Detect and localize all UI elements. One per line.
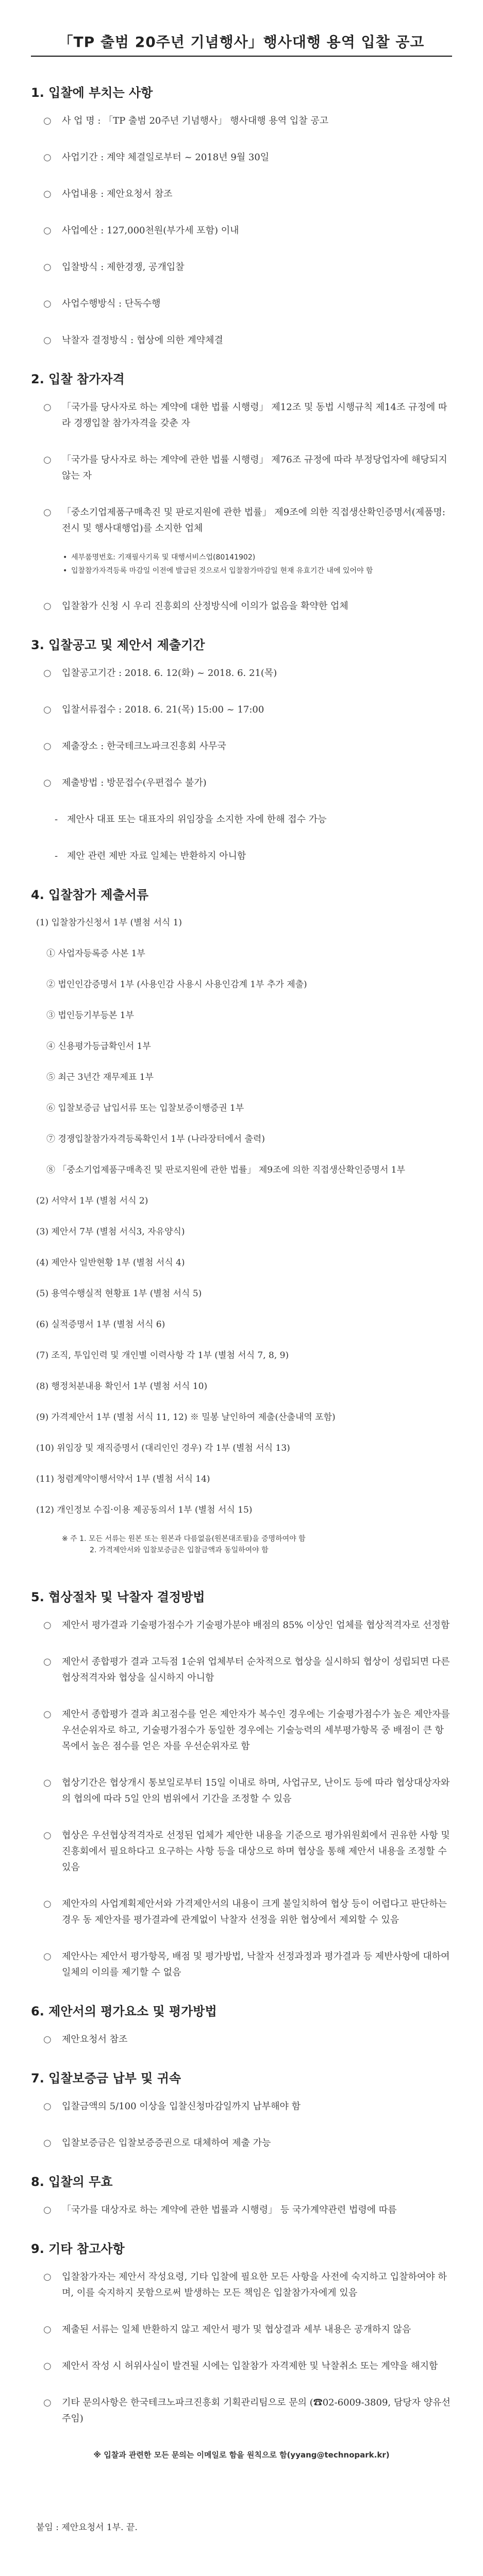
bullet-list xyxy=(31,551,452,578)
attachment-line: 붙임 : 제안요청서 1부. 끝. xyxy=(36,2522,138,2533)
list-item: ○ 「국가를 당사자로 하는 계약에 대한 법률 시행령」 제12조 및 동법 시행규칙 제14조 규정에 따라 경쟁입찰 참가자격을 갖춘 자 xyxy=(31,399,452,431)
section-8 xyxy=(31,2172,452,2218)
doc-item: ① 사업자등록증 사본 1부 xyxy=(46,948,145,959)
list-item: ○ 사업예산 : 127,000천원(부가세 포함) 이내 xyxy=(31,223,452,239)
page-title: 「TP 출범 20주년 기념행사」행사대행 용역 입찰 공고 xyxy=(31,31,452,57)
list-item: ○ 제안자의 사업계획제안서와 가격제안서의 내용이 크게 불일치하여 협상 등이 어렵다고 판단하는 경우 동 제안자를 평가결과에 관계없이 낙찰자 선정을 위한 협상에서 제외할 수 있음 xyxy=(31,1896,452,1928)
list-item: ○ 제출방법 : 방문접수(우편접수 불가) xyxy=(31,775,452,791)
dash-item: - 제안 관련 제반 자료 일체는 반환하지 아니함 xyxy=(31,848,452,864)
doc-item: (5) 용역수행실적 현황표 1부 (별첨 서식 5) xyxy=(36,1289,202,1299)
section-heading: 5. 협상절차 및 낙찰자 결정방법 xyxy=(31,1590,205,1604)
item-list xyxy=(31,399,452,536)
doc-item: ④ 신용평가등급확인서 1부 xyxy=(46,1041,151,1052)
list-item: ○ 입찰방식 : 제한경쟁, 공개입찰 xyxy=(31,259,452,275)
footnote-list xyxy=(31,1533,452,1556)
doc-item: (11) 청렴계약이행서약서 1부 (별첨 서식 14) xyxy=(36,1474,210,1484)
document-list xyxy=(31,915,452,1518)
section-2 xyxy=(31,369,452,614)
footnote: ※ 주 1. 모든 서류는 원본 또는 원본과 다름없음(원본대조필)을 증명하여야 함 xyxy=(62,1535,306,1543)
doc-item: (12) 개인정보 수집·이용 제공동의서 1부 (별첨 서식 15) xyxy=(36,1505,253,1515)
doc-item: ⑦ 경쟁입찰참가자격등록확인서 1부 (나라장터에서 출력) xyxy=(46,1134,265,1144)
item-list xyxy=(31,1617,452,1980)
item-list xyxy=(31,598,452,614)
list-item: ○ 기타 문의사항은 한국테크노파크진흥회 기획관리팀으로 문의 (☎02-6009-3809, 담당자 양유선 주임) xyxy=(31,2395,452,2427)
dash-item: - 제안사 대표 또는 대표자의 위임장을 소지한 자에 한해 접수 가능 xyxy=(31,811,452,827)
section-5 xyxy=(31,1587,452,1980)
doc-item: (10) 위임장 및 재직증명서 (대리인인 경우) 각 1부 (별첨 서식 13) xyxy=(36,1443,290,1453)
list-item: ○ 사업내용 : 제안요청서 참조 xyxy=(31,186,452,202)
list-item: ○ 입찰참가 신청 시 우리 진흥회의 산정방식에 이의가 없음을 확약한 업체 xyxy=(31,598,452,614)
section-heading: 8. 입찰의 무효 xyxy=(31,2175,113,2189)
section-heading: 2. 입찰 참가자격 xyxy=(31,372,125,386)
doc-item: ② 법인인감증명서 1부 (사용인감 사용시 사용인감계 1부 추가 제출) xyxy=(46,979,307,990)
section-6 xyxy=(31,2001,452,2047)
item-list xyxy=(31,113,452,348)
doc-item: ⑤ 최근 3년간 재무제표 1부 xyxy=(46,1072,154,1082)
list-item: ○ 입찰금액의 5/100 이상을 입찰신청마감일까지 납부해야 함 xyxy=(31,2098,452,2114)
list-item: ○ 입찰공고기간 : 2018. 6. 12(화) ~ 2018. 6. 21(목) xyxy=(31,665,452,681)
dash-list xyxy=(31,811,452,864)
list-item: ○ 제안서 평가결과 기술평가점수가 기술평가분야 배점의 85% 이상인 업체를 협상적격자로 선정함 xyxy=(31,1617,452,1633)
doc-item: (3) 제안서 7부 (별첨 서식3, 자유양식) xyxy=(36,1227,185,1237)
item-list xyxy=(31,2269,452,2463)
item-list xyxy=(31,2098,452,2151)
section-7 xyxy=(31,2068,452,2151)
doc-item: (4) 제안사 일반현황 1부 (별첨 서식 4) xyxy=(36,1258,185,1268)
footnote: 2. 가격제안서와 입찰보증금은 입찰금액과 동일하여야 함 xyxy=(90,1546,269,1554)
list-item: ○ 「국가를 당사자로 하는 계약에 관한 법률 시행령」 제76조 규정에 따라 부정당업자에 해당되지 않는 자 xyxy=(31,452,452,484)
item-list xyxy=(31,2202,452,2218)
doc-item: (2) 서약서 1부 (별첨 서식 2) xyxy=(36,1196,148,1206)
section-9 xyxy=(31,2239,452,2463)
list-item: ○ 제안서 작성 시 허위사실이 발견될 시에는 입찰참가 자격제한 및 낙찰취소 또는 계약을 해지함 xyxy=(31,2358,452,2374)
list-item: ○ 제출장소 : 한국테크노파크진흥회 사무국 xyxy=(31,738,452,754)
section-1 xyxy=(31,82,452,348)
section-heading: 1. 입찰에 부치는 사항 xyxy=(31,86,153,100)
list-item: ○ 제안요청서 참조 xyxy=(31,2031,452,2047)
item-list xyxy=(31,2031,452,2047)
doc-item: (1) 입찰참가신청서 1부 (별첨 서식 1) xyxy=(36,918,182,928)
section-heading: 3. 입찰공고 및 제안서 제출기간 xyxy=(31,638,205,652)
list-item: ○ 「중소기업제품구매촉진 및 판로지원에 관한 법률」 제9조에 의한 직접생산확인증명서(제품명:전시 및 행사대행업)를 소지한 업체 xyxy=(31,504,452,536)
section-heading: 7. 입찰보증금 납부 및 귀속 xyxy=(31,2071,181,2086)
section-heading: 6. 제안서의 평가요소 및 평가방법 xyxy=(31,2004,217,2019)
bullet-item: • 입찰참가자격등록 마감일 이전에 발급된 것으로서 입찰참가마감일 현재 유효기간 내에 있어야 함 xyxy=(62,564,452,578)
item-list xyxy=(31,665,452,791)
list-item: ○ 사업수행방식 : 단독수행 xyxy=(31,296,452,312)
doc-item: ⑧ 「중소기업제품구매촉진 및 판로지원에 관한 법률」 제9조에 의한 직접생산확인증명서 1부 xyxy=(46,1165,406,1175)
list-item: ○ 제안사는 제안서 평가항목, 배점 및 평가방법, 낙찰자 선정과정과 평가결과 등 제반사항에 대하여 일체의 이의를 제기할 수 없음 xyxy=(31,1948,452,1980)
list-item: ○ 낙찰자 결정방식 : 협상에 의한 계약체결 xyxy=(31,332,452,348)
section-heading: 4. 입찰참가 제출서류 xyxy=(31,888,148,902)
list-item: ○ 입찰보증금은 입찰보증증권으로 대체하여 제출 가능 xyxy=(31,2135,452,2151)
list-item: ○ 사업기간 : 계약 체결일로부터 ~ 2018년 9월 30일 xyxy=(31,149,452,165)
section-4 xyxy=(31,885,452,1556)
doc-item: (7) 조직, 투입인력 및 개인별 이력사항 각 1부 (별첨 서식 7, 8, 9) xyxy=(36,1350,289,1361)
email-note: ※ 입찰과 관련한 모든 문의는 이메일로 함을 원칙으로 함(yyang@technopark.kr) xyxy=(93,2450,390,2460)
list-item: ○ 「국가를 대상자로 하는 계약에 관한 법률과 시행령」 등 국가계약관련 법령에 따름 xyxy=(31,2202,452,2218)
doc-item: ③ 법인등기부등본 1부 xyxy=(46,1010,134,1021)
doc-item: ⑥ 입찰보증금 납입서류 또는 입찰보증이행증권 1부 xyxy=(46,1103,244,1113)
doc-item: (8) 행정처분내용 확인서 1부 (별첨 서식 10) xyxy=(36,1381,208,1392)
list-item: ○ 제안서 종합평가 결과 최고점수를 얻은 제안자가 복수인 경우에는 기술평가점수가 높은 제안자를 우선순위자로 하고, 기술평가점수가 동일한 경우에는 기술능력의 세부평가항목 중 배점이 큰 항목에서 높은 점수를 얻은 자를 우선순위자로 함 xyxy=(31,1706,452,1754)
doc-item: (6) 실적증명서 1부 (별첨 서식 6) xyxy=(36,1319,165,1330)
list-item: ○ 협상은 우선협상적격자로 선정된 업체가 제안한 내용을 기준으로 평가위원회에서 권유한 사항 및 진흥회에서 필요하다고 요구하는 사항 등을 대상으로 하며 협상을 통해 제안서 내용을 조정할 수 있음 xyxy=(31,1827,452,1875)
list-item: ○ 제안서 종합평가 결과 고득점 1순위 업체부터 순차적으로 협상을 실시하되 협상이 성립되면 다른 협상적격자와 협상을 실시하지 아니함 xyxy=(31,1654,452,1686)
section-heading: 9. 기타 참고사항 xyxy=(31,2242,125,2256)
list-item: ○ 입찰서류접수 : 2018. 6. 21(목) 15:00 ~ 17:00 xyxy=(31,702,452,718)
list-item: ○ 입찰참가자는 제안서 작성요령, 기타 입찰에 필요한 모든 사항을 사전에 숙지하고 입찰하여야 하며, 이를 숙지하지 못함으로써 발생하는 모든 책임은 입찰참가자에게 있음 xyxy=(31,2269,452,2301)
list-item: ○ 제출된 서류는 일체 반환하지 않고 제안서 평가 및 협상결과 세부 내용은 공개하지 않음 xyxy=(31,2321,452,2337)
list-item: ○ 협상기간은 협상개시 통보일로부터 15일 이내로 하며, 사업규모, 난이도 등에 따라 협상대상자와의 협의에 따라 5일 안의 범위에서 기간을 조정할 수 있음 xyxy=(31,1775,452,1807)
list-item: ○ 사 업 명 : 「TP 출범 20주년 기념행사」 행사대행 용역 입찰 공고 xyxy=(31,113,452,129)
bullet-item: • 세부품명번호: 기재필사기록 및 대행서비스업(80141902) xyxy=(62,551,452,564)
doc-item: (9) 가격제안서 1부 (별첨 서식 11, 12) ※ 밀봉 날인하여 제출(산출내역 포함) xyxy=(36,1412,336,1422)
section-3 xyxy=(31,635,452,864)
